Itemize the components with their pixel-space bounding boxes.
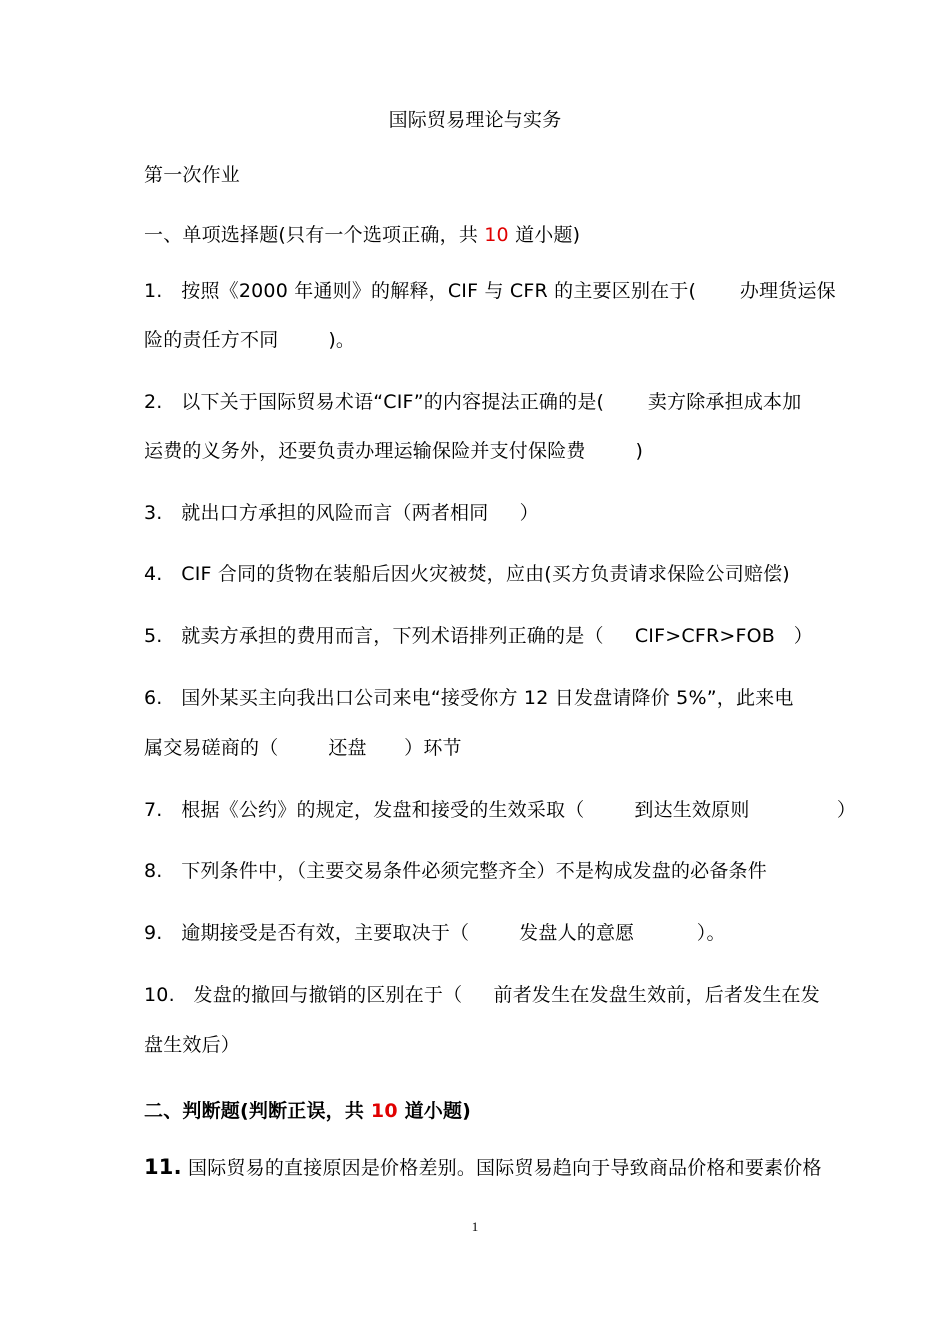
assignment-heading: 第一次作业 (144, 164, 241, 186)
question-2-line-1: 2. 以下关于国际贸易术语“CIF”的内容提法正确的是( 卖方除承担成本加 (144, 391, 802, 413)
section-2-heading: 二、判断题(判断正误，共 10 道小题) (144, 1100, 472, 1122)
question-3: 3. 就出口方承担的风险而言（两者相同 ） (144, 502, 539, 524)
question-11-number: 11. (144, 1155, 182, 1179)
question-6-line-1: 6. 国外某买主向我出口公司来电“接受你方 12 日发盘请降价 5%”，此来电 (144, 687, 794, 709)
question-9: 9. 逾期接受是否有效，主要取决于（ 发盘人的意愿 ）。 (144, 922, 726, 944)
question-1-line-1: 1. 按照《2000 年通则》的解释，CIF 与 CFR 的主要区别在于( 办理货运保 (144, 280, 836, 302)
question-count: 10 (370, 1100, 398, 1122)
question-1-line-2: 险的责任方不同 )。 (144, 329, 356, 351)
page-title: 国际贸易理论与实务 (388, 109, 562, 131)
page-number: 1 (471, 1219, 479, 1234)
question-2-line-2: 运费的义务外，还要负责办理运输保险并支付保险费 ) (144, 440, 644, 462)
section-1-heading: 一、单项选择题(只有一个选项正确，共 10 道小题) (144, 224, 581, 246)
question-6-line-2: 属交易磋商的（ 还盘 ）环节 (144, 737, 462, 759)
question-8: 8. 下列条件中，（主要交易条件必须完整齐全）不是构成发盘的必备条件 (144, 860, 767, 882)
question-7: 7. 根据《公约》的规定，发盘和接受的生效采取（ 到达生效原则 ） (144, 799, 857, 821)
question-10-line-2: 盘生效后） (144, 1034, 241, 1056)
question-5: 5. 就卖方承担的费用而言，下列术语排列正确的是（ CIF>CFR>FOB ） (144, 625, 813, 647)
question-11: 11. 国际贸易的直接原因是价格差别。国际贸易趋向于导致商品价格和要素价格 (144, 1155, 822, 1179)
question-10-line-1: 10. 发盘的撤回与撤销的区别在于（ 前者发生在发盘生效前，后者发生在发 (144, 984, 820, 1006)
question-4: 4. CIF 合同的货物在装船后因火灾被焚，应由(买方负责请求保险公司赔偿) (144, 563, 790, 585)
question-count: 10 (484, 224, 509, 246)
